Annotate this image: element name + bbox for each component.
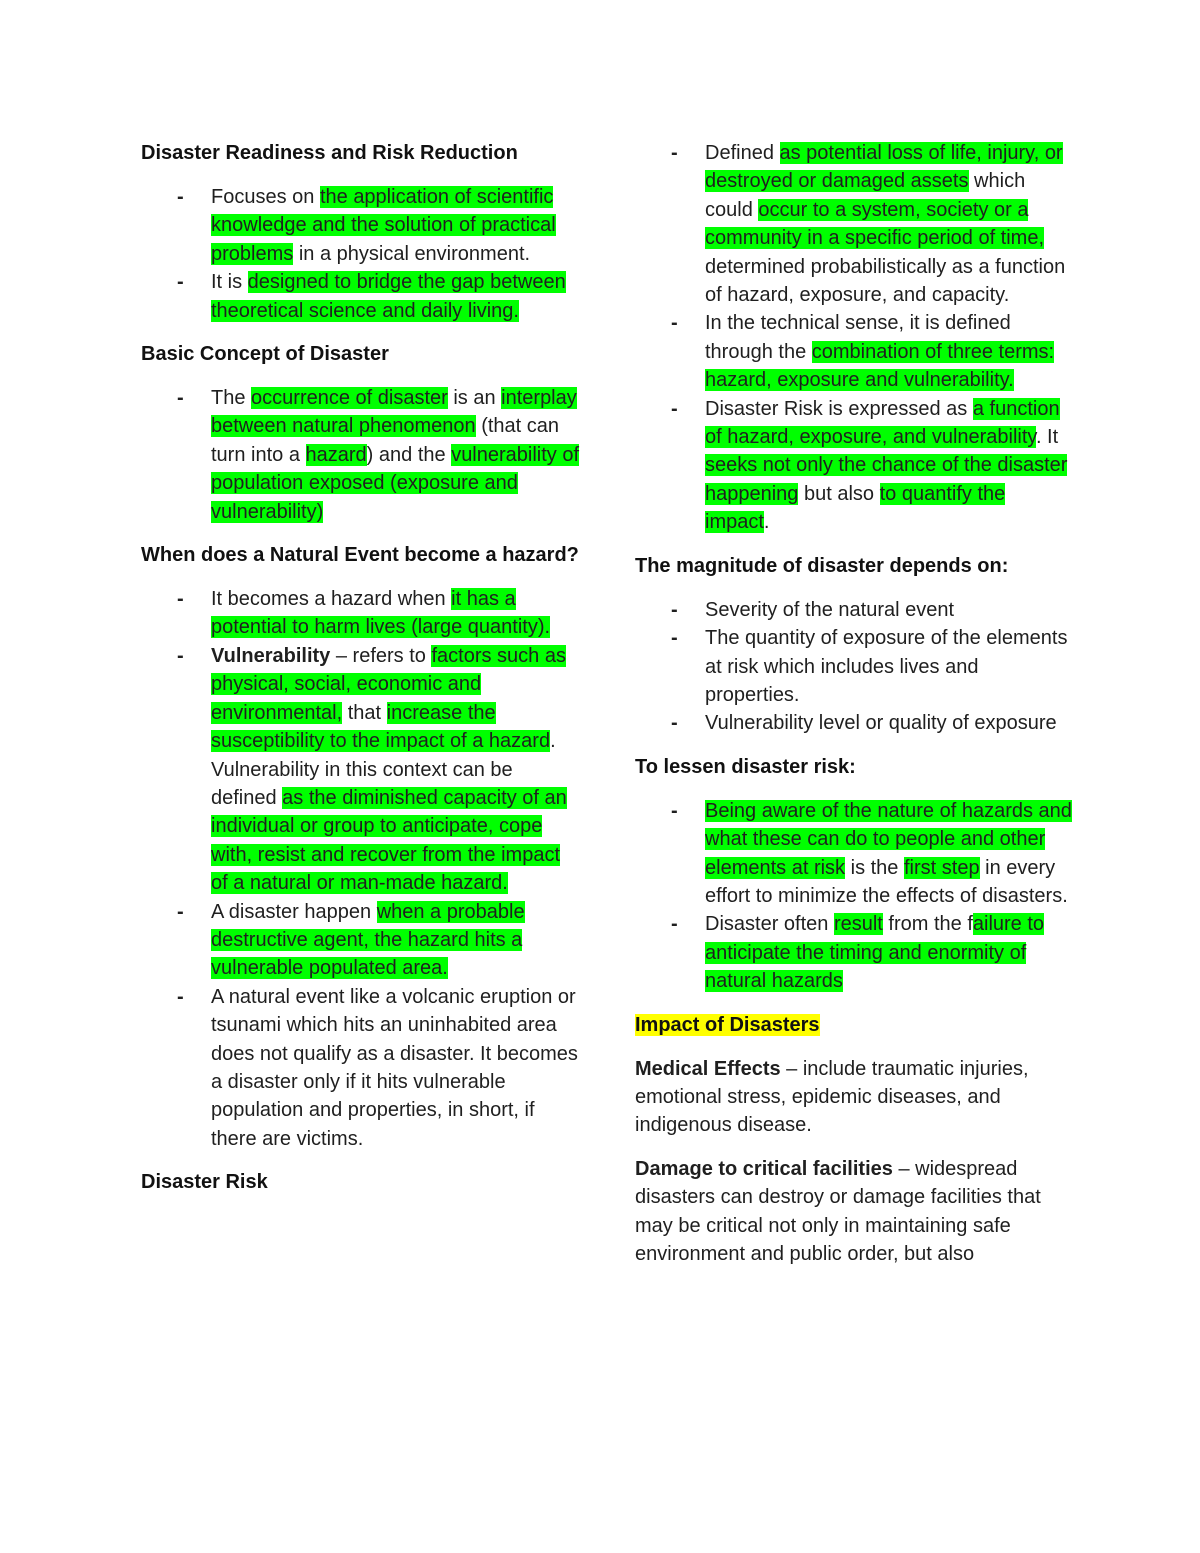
bullet-dash-icon: - (177, 271, 184, 294)
bullet-dash-icon: - (671, 397, 678, 420)
list-item: - Disaster Risk is expressed as a function of hazard, exposure, and vulnerability. It seeks not only the chance of the disaster happening but also to quantify the impact. (635, 395, 1075, 537)
bullet-dash-icon: - (177, 588, 184, 611)
term-critical-facilities: Damage to critical facilities (635, 1157, 893, 1180)
highlight: vulnerability of population exposed (exposure and vulnerability) (211, 443, 580, 523)
highlight: seeks not only the chance of the disaster happening (705, 454, 1068, 505)
highlight: increase the susceptibility to the impact of a hazard (211, 701, 551, 753)
term-medical-effects: Medical Effects (635, 1057, 781, 1080)
yellow-highlight: Impact of Disasters (635, 1013, 820, 1036)
highlight: it has a potential to harm lives (large quantity). (211, 588, 551, 639)
highlight: a function of hazard, exposure, and vulnerability (705, 397, 1060, 449)
highlight: factors such as physical, social, economic and environmental, (211, 644, 566, 724)
highlight: occurrence of disaster (251, 387, 448, 410)
highlight: when a probable destructive agent, the hazard hits a vulnerable populated area. (211, 900, 525, 980)
list-item: - It becomes a hazard when it has a potential to harm lives (large quantity). (141, 585, 581, 642)
bullet-dash-icon: - (671, 312, 678, 335)
list-item: - Defined as potential loss of life, injury, or destroyed or damaged assets which could occur to a system, society or a community in a specific period of time, determined probabilistically as a function of hazard, exposure, and capacity. (635, 139, 1075, 309)
list-drrr (141, 183, 581, 325)
bullet-dash-icon: - (671, 142, 678, 164)
heading-drrr: Disaster Readiness and Risk Reduction (141, 142, 518, 164)
bullet-dash-icon: - (671, 627, 678, 650)
list-item: - In the technical sense, it is defined through the combination of three terms: hazard, exposure and vulnerability. (635, 309, 1075, 394)
bullet-dash-icon: - (177, 900, 184, 923)
bullet-dash-icon: - (671, 799, 678, 822)
list-item: - The occurrence of disaster is an interplay between natural phenomenon (that can turn into a hazard) and the vulnerability of population exposed (exposure and vulnerability) (141, 384, 581, 526)
highlight: Being aware of the nature of hazards and what these can do to people and other elements at risk (705, 799, 1072, 879)
list-item: - Focuses on the application of scientific knowledge and the solution of practical problems in a physical environment. (141, 183, 581, 268)
list-item: - A natural event like a volcanic eruption or tsunami which hits an uninhabited area does not qualify as a disaster. It becomes a disaster only if it hits vulnerable population and properties, in short, if there are victims. (141, 983, 581, 1153)
highlight: ailure to anticipate the timing and enormity of natural hazards (705, 913, 1045, 993)
highlight: interplay between natural phenomenon (211, 387, 577, 438)
list-disaster-risk (635, 139, 1075, 537)
bullet-dash-icon: - (671, 598, 678, 621)
list-lessen-risk (635, 797, 1075, 996)
bullet-dash-icon: - (177, 644, 184, 667)
highlight: the application of scientific knowledge and the solution of practical problems (211, 186, 556, 265)
list-item: - It is designed to bridge the gap between theoretical science and daily living. (141, 268, 581, 325)
list-item: - Vulnerability – refers to factors such as physical, social, economic and environmental, that increase the susceptibility to the impact of a hazard. Vulnerability in this context can be defined as the diminished capacity of an individual or group to anticipate, cope with, resist and recover from the impact of a natural or man-made hazard. (141, 642, 581, 898)
list-item: - Vulnerability level or quality of exposure (635, 709, 1075, 737)
heading-lessen-risk: To lessen disaster risk: (635, 755, 856, 778)
bullet-dash-icon: - (671, 712, 678, 735)
list-item: - Disaster often result from the failure to anticipate the timing and enormity of natural hazards (635, 910, 1075, 995)
paragraph-medical-effects: Medical Effects – include traumatic injuries, emotional stress, epidemic diseases, and indigenous disease. (635, 1057, 1029, 1137)
list-item: - A disaster happen when a probable destructive agent, the hazard hits a vulnerable populated area. (141, 898, 581, 983)
heading-magnitude: The magnitude of disaster depends on: (635, 554, 1009, 577)
heading-disaster-risk: Disaster Risk (141, 1171, 268, 1194)
heading-impact (635, 1011, 1075, 1040)
highlight: first step (903, 856, 980, 879)
list-item: - Being aware of the nature of hazards and what these can do to people and other elements at risk is the first step in every effort to minimize the effects of disasters. (635, 797, 1075, 911)
list-magnitude (635, 596, 1075, 738)
list-basic-concept (141, 384, 581, 526)
list-natural-event (141, 585, 581, 1153)
paragraph-critical-facilities: Damage to critical facilities – widespread disasters can destroy or damage facilities that may be critical not only in maintaining safe environment and public order, but also (635, 1157, 1041, 1265)
heading-natural-event: When does a Natural Event become a hazard? (141, 544, 579, 567)
bullet-dash-icon: - (671, 913, 678, 936)
bullet-dash-icon: - (177, 985, 184, 1008)
bullet-dash-icon: - (177, 186, 184, 208)
heading-basic-concept: Basic Concept of Disaster (141, 343, 389, 366)
highlight: as potential loss of life, injury, or destroyed or damaged assets (705, 142, 1063, 193)
highlight: designed to bridge the gap between theoretical science and daily living. (211, 271, 566, 322)
list-item: - Severity of the natural event (635, 596, 1075, 624)
list-item: - The quantity of exposure of the elements at risk which includes lives and properties. (635, 624, 1075, 709)
bullet-dash-icon: - (177, 387, 184, 410)
right-column (635, 139, 1075, 1283)
highlight: as the diminished capacity of an individual or group to anticipate, cope with, resist and recover from the impact of a natural or man-made hazard. (211, 786, 567, 895)
highlight: occur to a system, society or a community in a specific period of time, (705, 198, 1045, 250)
highlight: result (833, 913, 883, 936)
highlight: combination of three terms: hazard, exposure and vulnerability. (705, 340, 1055, 392)
highlight: to quantify the impact (705, 482, 1006, 534)
highlight: hazard (305, 443, 367, 466)
left-column (141, 139, 581, 1212)
term-vulnerability: Vulnerability (211, 644, 331, 667)
